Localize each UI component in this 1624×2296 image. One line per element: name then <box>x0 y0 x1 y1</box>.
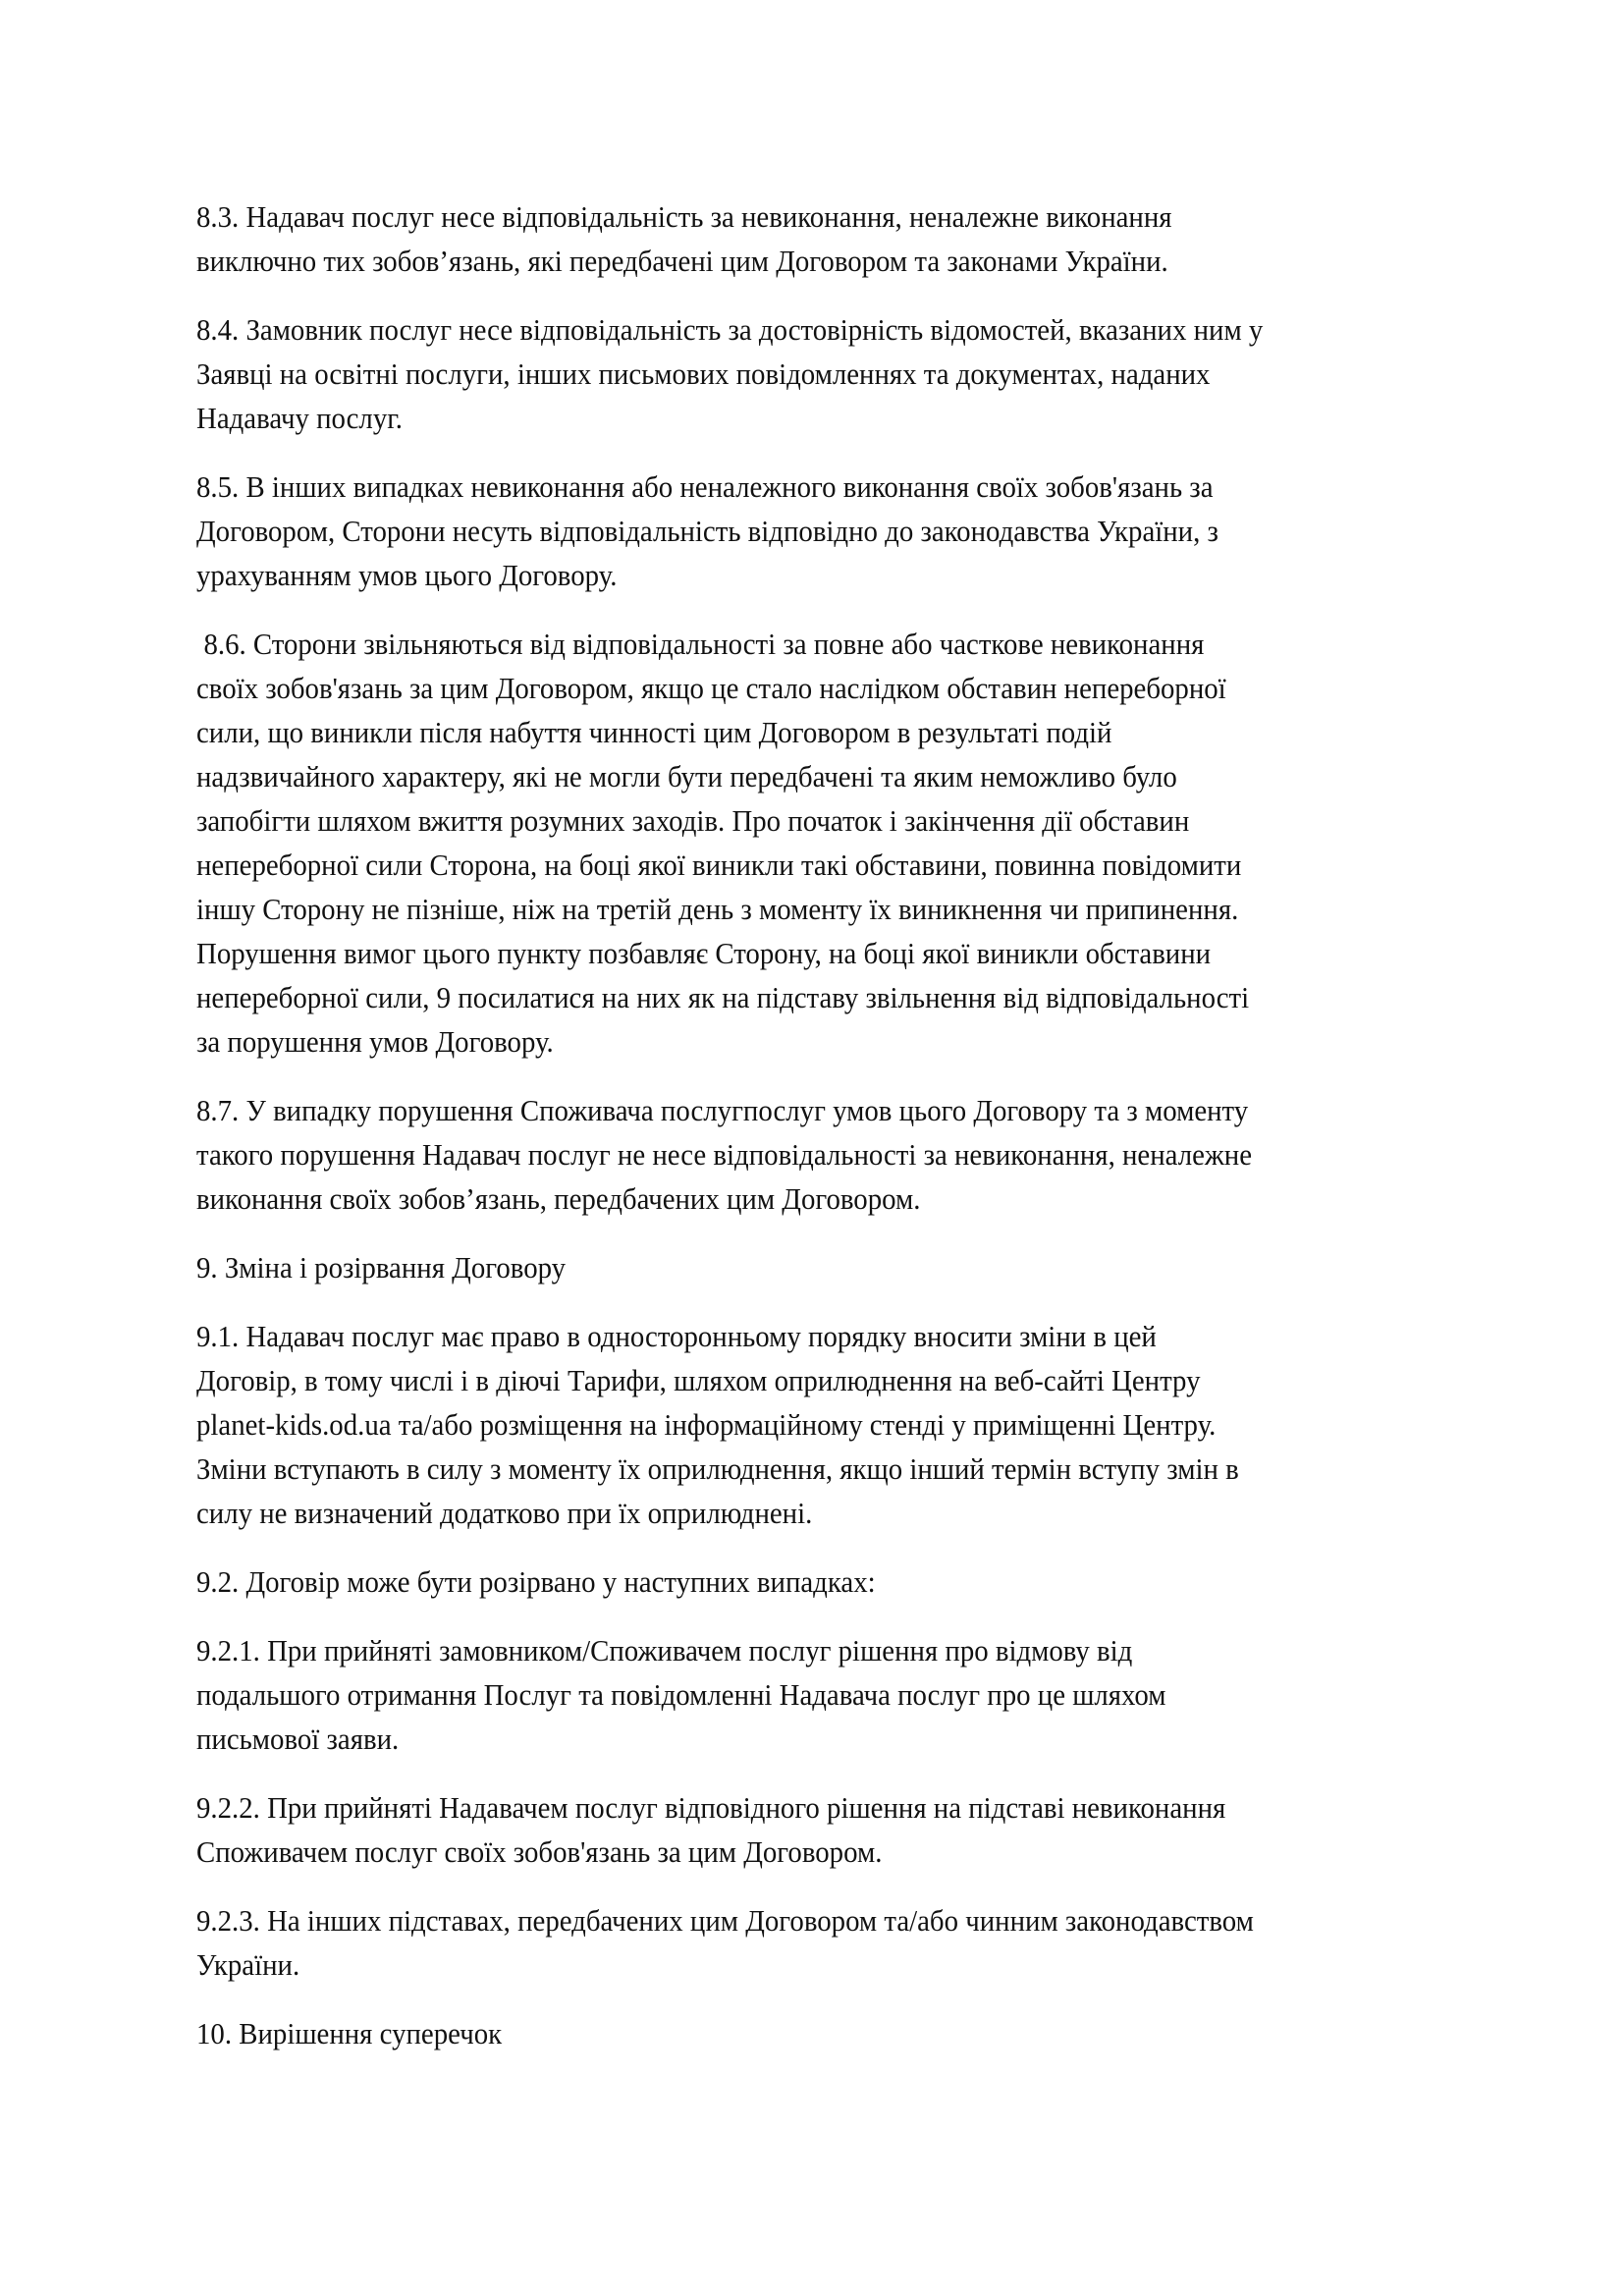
clause-9-2-1 <box>196 1628 1473 1761</box>
clause-8-4 <box>196 307 1473 440</box>
text-line: силу не визначений додатково при їх оприлюднені. <box>196 1496 813 1530</box>
clause-8-6 <box>196 622 1473 1064</box>
text-line: запобігти шляхом вжиття розумних заходів. Про початок і закінчення дії обставин <box>196 803 1190 838</box>
text-line: Зміни вступають в силу з моменту їх оприлюднення, якщо інший термін вступу змін в <box>196 1451 1239 1486</box>
clause-9-1 <box>196 1314 1473 1535</box>
text-line: planet-kids.od.ua та/або розміщення на інформаційному стенді у приміщенні Центру. <box>196 1407 1217 1442</box>
text-line: письмової заяви. <box>196 1722 400 1756</box>
clause-9-2-3 <box>196 1898 1473 1987</box>
text-line: виконання своїх зобов’язань, передбачених цим Договором. <box>196 1181 921 1216</box>
text-line: 8.7. У випадку порушення Споживача послугпослуг умов цього Договору та з моменту <box>196 1093 1249 1127</box>
text-line: непереборної сили, 9 посилатися на них як на підставу звільнення від відповідальності <box>196 980 1250 1014</box>
text-line: Споживачем послуг своїх зобов'язань за цим Договором. <box>196 1834 883 1869</box>
text-line: непереборної сили Сторона, на боці якої виникли такі обставини, повинна повідомити <box>196 847 1242 882</box>
text-line: 9.2. Договір може бути розірвано у наступних випадках: <box>196 1564 876 1599</box>
section-title: 9. Зміна і розірвання Договору <box>196 1250 567 1285</box>
text-line: 8.5. В інших випадках невиконання або неналежного виконання своїх зобов'язань за <box>196 469 1214 504</box>
clause-8-7 <box>196 1088 1473 1221</box>
text-line: надзвичайного характеру, які не могли бути передбачені та яким неможливо було <box>196 759 1177 793</box>
text-line: 9.2.1. При прийняті замовником/Споживачем послуг рішення про відмову від <box>196 1633 1133 1667</box>
text-line: 8.6. Сторони звільняються від відповідальності за повне або часткове невиконання <box>203 627 1205 661</box>
text-line: Порушення вимог цього пункту позбавляє Сторону, на боці якої виникли обставини <box>196 936 1212 970</box>
text-line: подальшого отримання Послуг та повідомленні Надавача послуг про це шляхом <box>196 1677 1166 1712</box>
text-line: за порушення умов Договору. <box>196 1024 554 1059</box>
text-line: такого порушення Надавач послуг не несе відповідальності за невиконання, неналежне <box>196 1137 1253 1172</box>
text-line: України. <box>196 1947 300 1982</box>
document-page <box>196 194 1473 2080</box>
clause-8-5 <box>196 465 1473 597</box>
text-line: 9.1. Надавач послуг має право в односторонньому порядку вносити зміни в цей <box>196 1319 1157 1353</box>
text-line: Надавачу послуг. <box>196 401 404 435</box>
clause-8-3 <box>196 194 1473 283</box>
text-line: іншу Сторону не пізніше, ніж на третій день з моменту їх виникнення чи припинення. <box>196 892 1239 926</box>
text-line: сили, що виникли після набуття чинності цим Договором в результаті подій <box>196 715 1112 749</box>
text-line: своїх зобов'язань за цим Договором, якщо це стало наслідком обставин непереборної <box>196 671 1226 705</box>
text-line: 8.4. Замовник послуг несе відповідальність за достовірність відомостей, вказаних ним у <box>196 312 1264 347</box>
text-line: Договір, в тому числі і в діючі Тарифи, шляхом оприлюднення на веб-сайті Центру <box>196 1363 1201 1397</box>
text-line: урахуванням умов цього Договору. <box>196 558 618 592</box>
section-title: 10. Вирішення суперечок <box>196 2016 503 2050</box>
text-line: 8.3. Надавач послуг несе відповідальність за невиконання, неналежне виконання <box>196 199 1172 234</box>
clause-9-2 <box>196 1559 1473 1604</box>
section-heading-9 <box>196 1245 1473 1289</box>
text-line: 9.2.3. На інших підставах, передбачених цим Договором та/або чинним законодавством <box>196 1903 1254 1938</box>
text-line: Заявці на освітні послуги, інших письмових повідомленнях та документах, наданих <box>196 356 1211 391</box>
text-line: виключно тих зобов’язань, які передбачені цим Договором та законами України. <box>196 244 1168 278</box>
clause-9-2-2 <box>196 1785 1473 1874</box>
text-line: Договором, Сторони несуть відповідальність відповідно до законодавства України, з <box>196 514 1218 548</box>
section-heading-10 <box>196 2011 1473 2055</box>
text-line: 9.2.2. При прийняті Надавачем послуг відповідного рішення на підставі невиконання <box>196 1790 1226 1825</box>
